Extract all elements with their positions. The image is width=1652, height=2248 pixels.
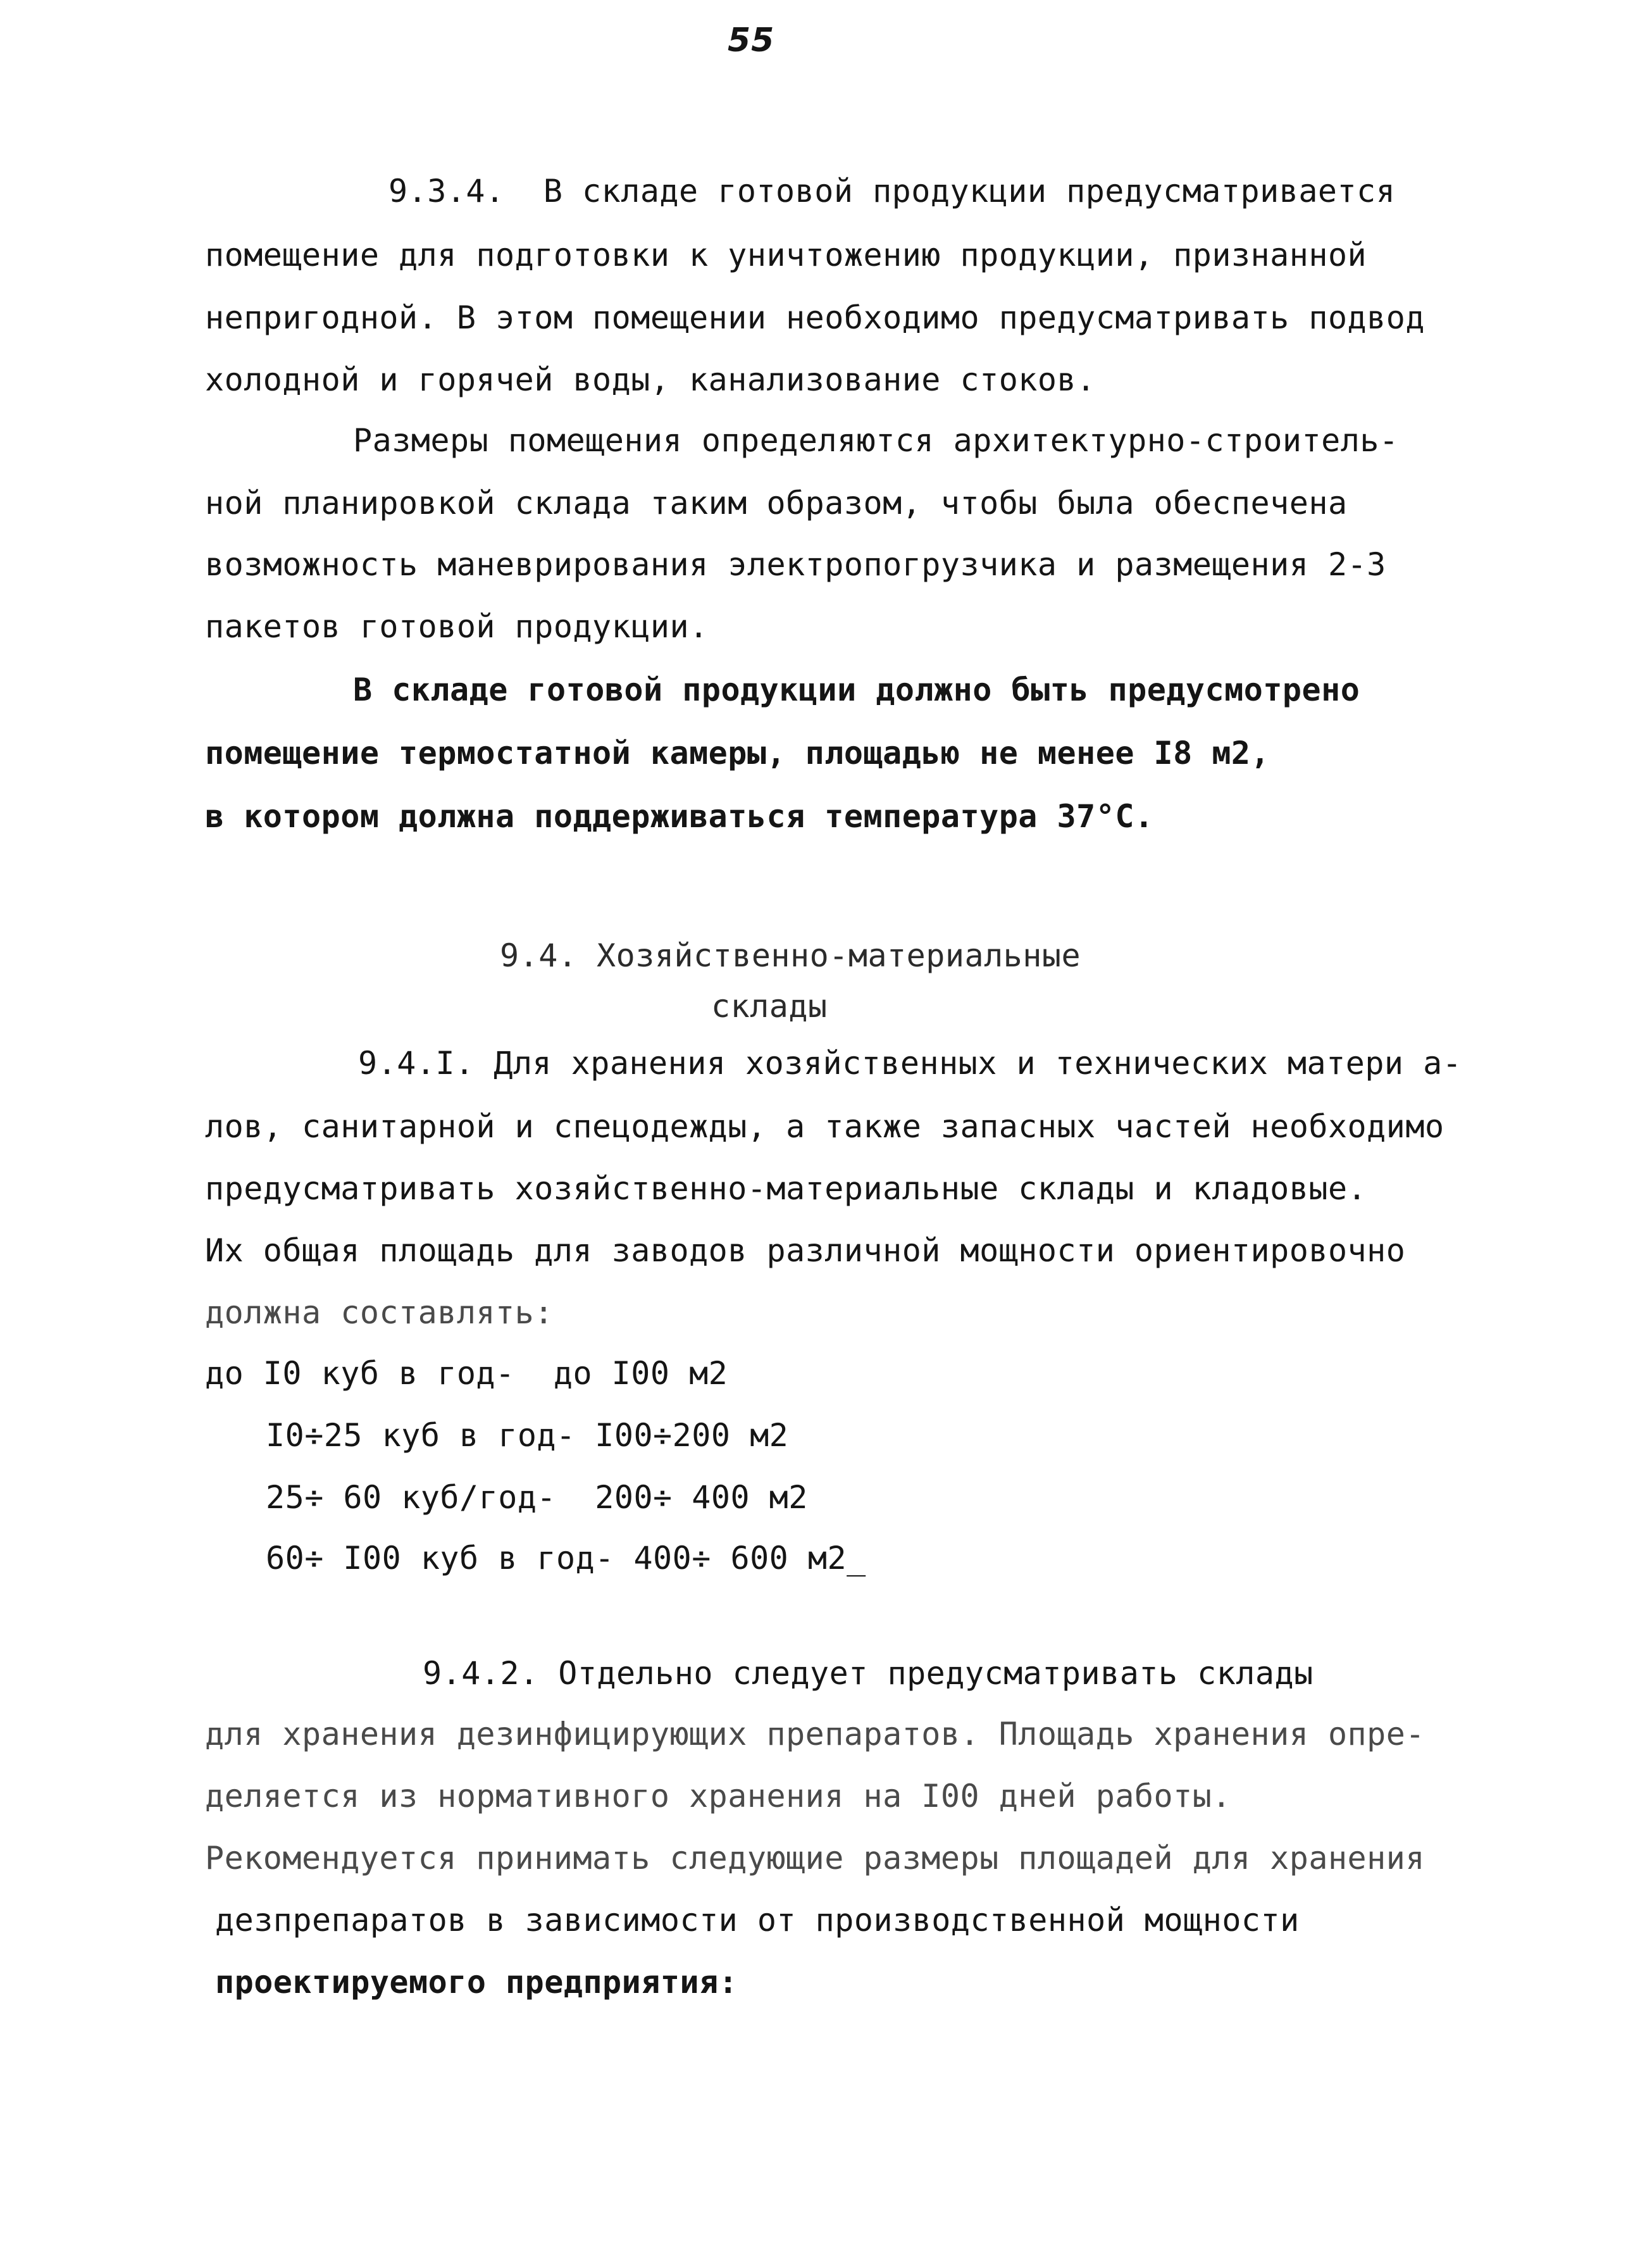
- paragraph-line: 9.4.2. Отдельно следует предусматривать склады: [423, 1655, 1314, 1692]
- paragraph-line: проектируемого предприятия:: [215, 1964, 738, 2001]
- paragraph-line: холодной и горячей воды, канализование стоков.: [205, 361, 1096, 398]
- paragraph-line: 9.3.4. В складе готовой продукции предусматривается: [388, 173, 1396, 209]
- paragraph-line: в котором должна поддерживаться температура 37°С.: [205, 798, 1154, 835]
- paragraph-line: деляется из нормативного хранения на I00 дней работы.: [205, 1778, 1231, 1814]
- paragraph-line: возможность маневрирования электропогрузчика и размещения 2-3: [205, 546, 1386, 583]
- paragraph-line: 9.4.I. Для хранения хозяйственных и технических матери а-: [358, 1045, 1462, 1082]
- area-row: 60÷ I00 куб в год- 400÷ 600 м2_: [266, 1540, 866, 1577]
- section-heading: 9.4. Хозяйственно-материальные: [500, 937, 1081, 974]
- paragraph-line: Рекомендуется принимать следующие размеры площадей для хранения: [205, 1840, 1425, 1876]
- section-heading-subline: склады: [711, 988, 828, 1025]
- paragraph-line: Размеры помещения определяются архитектурно-строитель-: [353, 422, 1399, 459]
- paragraph-line: помещение термостатной камеры, площадью не менее I8 м2,: [205, 735, 1270, 771]
- area-row: 25÷ 60 куб/год- 200÷ 400 м2: [266, 1479, 808, 1516]
- paragraph-line: лов, санитарной и спецодежды, а также запасных частей необходимо: [205, 1108, 1444, 1145]
- paragraph-line: должна составлять:: [205, 1294, 554, 1331]
- paragraph-line: В складе готовой продукции должно быть предусмотрено: [353, 671, 1360, 708]
- paragraph-line: непригодной. В этом помещении необходимо предусматривать подвод: [205, 299, 1425, 336]
- paragraph-line: пакетов готовой продукции.: [205, 608, 709, 645]
- paragraph-line: ной планировкой склада таким образом, чтобы была обеспечена: [205, 485, 1348, 521]
- page-number: 55: [728, 22, 775, 59]
- paragraph-line: предусматривать хозяйственно-материальные склады и кладовые.: [205, 1170, 1367, 1207]
- paragraph-line: Их общая площадь для заводов различной мощности ориентировочно: [205, 1232, 1406, 1269]
- area-row: I0÷25 куб в год- I00÷200 м2: [266, 1417, 789, 1454]
- paragraph-line: для хранения дезинфицирующих препаратов. Площадь хранения опре-: [205, 1716, 1425, 1752]
- paragraph-line: дезпрепаратов в зависимости от производственной мощности: [215, 1902, 1300, 1939]
- area-row: до I0 куб в год- до I00 м2: [205, 1355, 728, 1392]
- paragraph-line: помещение для подготовки к уничтожению продукции, признанной: [205, 237, 1367, 273]
